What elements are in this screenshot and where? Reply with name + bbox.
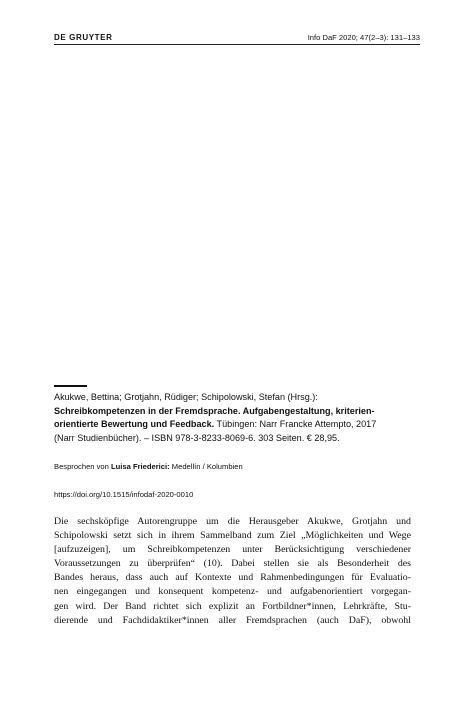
body-paragraph <box>54 515 411 628</box>
body-line: Bandes heraus, dass auch auf Kontexte und Rahmenbedingungen für Evaluatio- <box>54 572 411 584</box>
reviewer-location: Medellín / Kolumbien <box>169 462 243 471</box>
body-line: Die sechsköpfige Autorengruppe um die Herausgeber Akukwe, Grotjahn und <box>54 516 411 527</box>
reviewer-name: Luisa Friederici: <box>111 462 170 471</box>
publisher-name: DE GRUYTER <box>54 32 113 42</box>
body-line: nen eingegangen und konsequent kompetenz- und aufgabenorientiert vorgegan- <box>54 586 411 598</box>
body-line: Voraussetzungen zu überprüfen“ (10). Dabei stellen sie als Besonderheit des <box>54 558 411 570</box>
citation-authors: Akukwe, Bettina; Grotjahn, Rüdiger; Schipolowski, Stefan (Hrsg.): <box>54 392 318 402</box>
body-line: [aufzuzeigen], um Schreibkompetenzen unter Berücksichtigung verschiedener <box>54 544 411 556</box>
citation-title-line1: Schreibkompetenzen in der Fremdsprache. Aufgabengestaltung, kriterien- <box>54 405 375 416</box>
reviewer-prefix: Besprochen von <box>54 462 111 471</box>
body-line: dierende und Fachdidaktiker*innen aller Fremdsprachen (auch DaF), obwohl <box>54 614 411 626</box>
page-header <box>54 30 420 44</box>
header-divider <box>54 44 420 45</box>
citation-title-line2-wrap <box>54 418 424 432</box>
reviewer-line <box>54 462 424 471</box>
citation-series-info: (Narr Studienbücher). – ISBN 978-3-8233-8069-6. 303 Seiten. € 28,95. <box>54 432 340 443</box>
citation-title-line2: orientierte Bewertung und Feedback. <box>54 419 215 429</box>
body-line: gen wird. Der Band richtet sich explizit an Fortbildner*innen, Lehrkräfte, Stu- <box>54 600 411 612</box>
review-section-rule <box>54 385 87 387</box>
body-line: Schipolowski setzt sich in ihrem Sammelband zum Ziel „Möglichkeiten und Wege <box>54 530 411 542</box>
citation-publisher-info: Tübingen: Narr Francke Attempto, 2017 <box>214 419 377 429</box>
doi-link[interactable]: https://doi.org/10.1515/infodaf-2020-0010 <box>54 490 194 499</box>
journal-reference: Info DaF 2020; 47(2–3): 131–133 <box>307 32 420 42</box>
book-citation <box>54 391 424 445</box>
